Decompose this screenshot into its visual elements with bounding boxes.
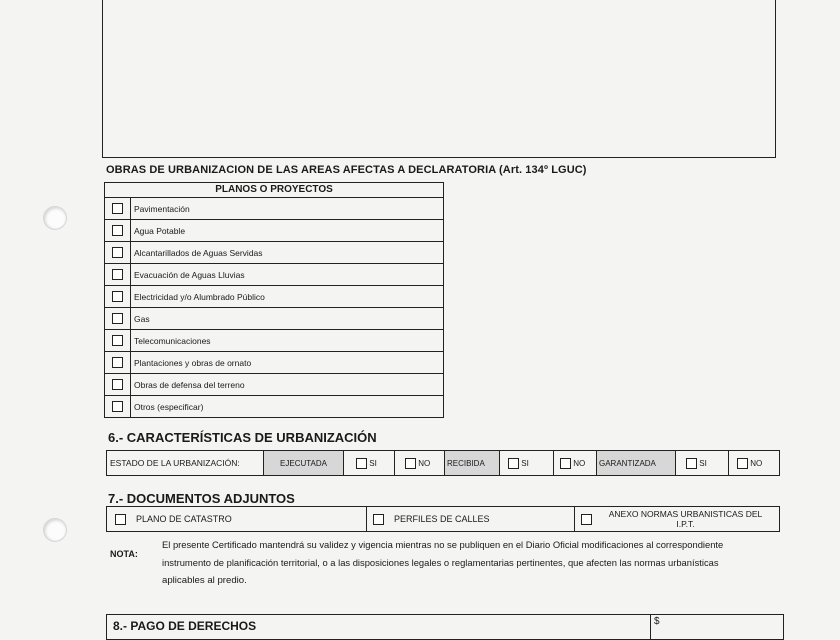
checkbox-recibida-si[interactable] <box>508 458 519 469</box>
doc-plano-catastro: PLANO DE CATASTRO <box>107 507 367 531</box>
anexo-label-line2: I.P.T. <box>676 519 695 529</box>
pago-currency: $ <box>654 616 660 627</box>
list-item: Agua Potable <box>105 220 443 242</box>
checkbox-anexo-normas[interactable] <box>581 514 592 525</box>
list-item: Otros (especificar) <box>105 396 443 417</box>
checkbox-plano-catastro[interactable] <box>115 514 126 525</box>
list-item: Obras de defensa del terreno <box>105 374 443 396</box>
list-item: Alcantarillados de Aguas Servidas <box>105 242 443 264</box>
estado-urbanizacion-row <box>106 450 780 476</box>
nota-line-1: El presente Certificado mantendrá su validez y vigencia mientras no se publiquen en el Diario Oficial modificaciones al correspondiente <box>162 539 724 550</box>
ejecutada-no: NO <box>395 451 445 475</box>
checkbox-recibida-no[interactable] <box>560 458 571 469</box>
ejecutada-si: SI <box>344 451 395 475</box>
checkbox-garantizada-si[interactable] <box>686 458 697 469</box>
checkbox-ejecutada-no[interactable] <box>405 458 416 469</box>
list-item: Evacuación de Aguas Lluvias <box>105 264 443 286</box>
ejecutada-label: EJECUTADA <box>264 451 344 475</box>
documentos-title: 7.- DOCUMENTOS ADJUNTOS <box>108 491 295 506</box>
planos-header: PLANOS O PROYECTOS <box>105 183 443 198</box>
nota-line-3: aplicables al predio. <box>162 575 247 586</box>
list-item: Plantaciones y obras de ornato <box>105 352 443 374</box>
garantizada-label: GARANTIZADA <box>597 451 676 475</box>
checkbox-pavimentacion[interactable] <box>112 203 123 214</box>
checkbox-gas[interactable] <box>112 313 123 324</box>
pago-derechos-row <box>106 614 784 640</box>
estado-label: ESTADO DE LA URBANIZACIÓN: <box>107 451 264 475</box>
anexo-label-line1: ANEXO NORMAS URBANISTICAS DEL <box>608 509 763 519</box>
recibida-si: SI <box>500 451 554 475</box>
checkbox-ejecutada-si[interactable] <box>356 458 367 469</box>
checkbox-telecomunicaciones[interactable] <box>112 335 123 346</box>
doc-perfiles-calles: PERFILES DE CALLES <box>367 507 575 531</box>
checkbox-plantaciones[interactable] <box>112 357 123 368</box>
binder-hole-bottom <box>43 518 67 542</box>
checkbox-alcantarillados[interactable] <box>112 247 123 258</box>
checkbox-evacuacion[interactable] <box>112 269 123 280</box>
previous-section-box <box>102 0 776 158</box>
planos-table <box>104 182 444 418</box>
checkbox-garantizada-no[interactable] <box>737 458 748 469</box>
caracteristicas-title: 6.- CARACTERÍSTICAS DE URBANIZACIÓN <box>108 430 377 445</box>
list-item: Pavimentación <box>105 198 443 220</box>
obras-title: OBRAS DE URBANIZACION DE LAS AREAS AFECTAS A DECLARATORIA (Art. 134º LGUC) <box>106 164 587 176</box>
checkbox-agua-potable[interactable] <box>112 225 123 236</box>
checkbox-perfiles-calles[interactable] <box>373 514 384 525</box>
checkbox-obras-defensa[interactable] <box>112 379 123 390</box>
garantizada-no: NO <box>729 451 779 475</box>
nota-label: NOTA: <box>110 549 138 559</box>
binder-hole-top <box>43 206 67 230</box>
checkbox-otros[interactable] <box>112 401 123 412</box>
garantizada-si: SI <box>676 451 729 475</box>
recibida-no: NO <box>554 451 597 475</box>
checkbox-electricidad[interactable] <box>112 291 123 302</box>
recibida-label: RECIBIDA <box>445 451 500 475</box>
list-item: Electricidad y/o Alumbrado Público <box>105 286 443 308</box>
pago-title: 8.- PAGO DE DERECHOS <box>107 615 651 639</box>
list-item: Gas <box>105 308 443 330</box>
documentos-adjuntos-row <box>106 506 780 532</box>
nota-line-2: instrumento de planificación territorial, o a las disposiciones legales o reglamentarias pertinentes, que afecten las normas urbanísticas <box>162 557 719 568</box>
nota-text <box>162 536 780 590</box>
list-item: Telecomunicaciones <box>105 330 443 352</box>
doc-anexo-normas <box>575 507 779 531</box>
